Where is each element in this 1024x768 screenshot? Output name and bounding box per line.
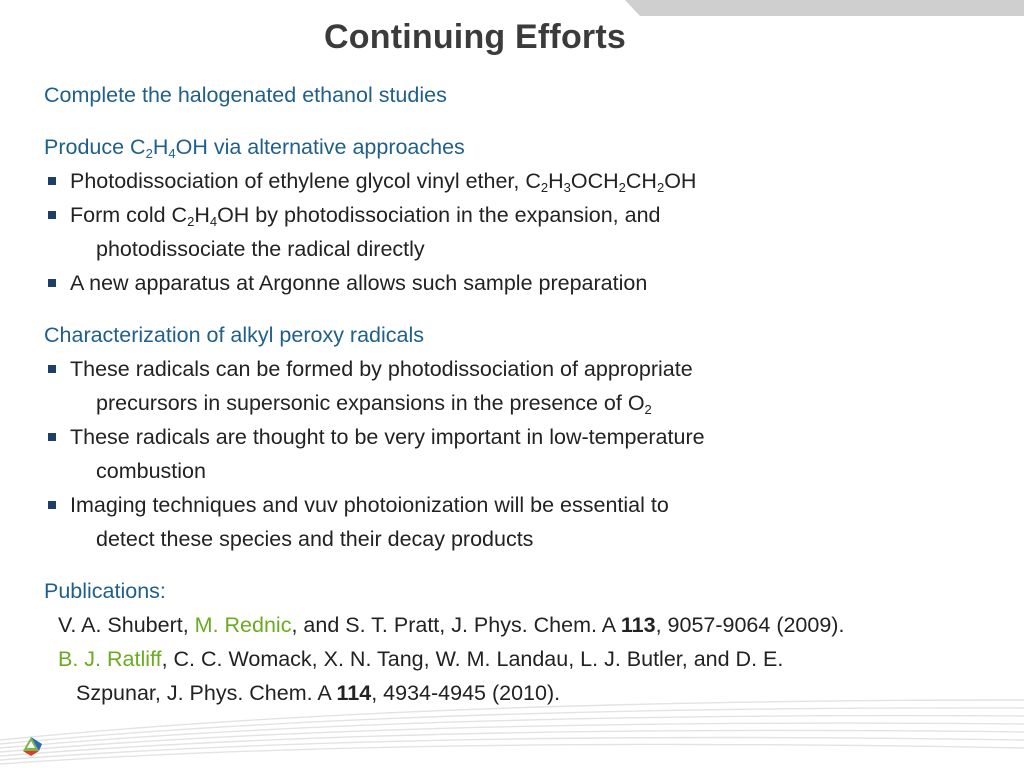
publication-2-continuation: Szpunar, J. Phys. Chem. A 114, 4934-4945 (2010).: [76, 681, 561, 705]
slide-title: Continuing Efforts: [324, 18, 626, 56]
square-bullet-icon: [48, 279, 56, 287]
square-bullet-icon: [48, 433, 56, 441]
bullet-radicals-formed: These radicals can be formed by photodissociation of appropriate: [44, 352, 1004, 386]
highlighted-author: M. Rednic: [194, 613, 292, 637]
highlighted-author: B. J. Ratliff: [58, 647, 162, 671]
section-heading-peroxy: Characterization of alkyl peroxy radicals: [44, 323, 424, 347]
bullet-radicals-important-continuation: combustion: [96, 459, 206, 483]
square-bullet-icon: [48, 211, 56, 219]
bullet-imaging-techniques: Imaging techniques and vuv photoionization will be essential to: [44, 488, 1004, 522]
publication-1: V. A. Shubert, M. Rednic, and S. T. Pratt, J. Phys. Chem. A 113, 9057-9064 (2009).: [58, 613, 845, 637]
square-bullet-icon: [48, 501, 56, 509]
bullet-radicals-important: These radicals are thought to be very important in low-temperature: [44, 420, 1004, 454]
section-heading-halogenated: Complete the halogenated ethanol studies: [44, 83, 447, 107]
section-heading-publications: Publications:: [44, 579, 166, 603]
square-bullet-icon: [48, 177, 56, 185]
slide-content: [44, 78, 1004, 710]
bullet-imaging-techniques-continuation: detect these species and their decay products: [96, 527, 534, 551]
square-bullet-icon: [48, 365, 56, 373]
bullet-photodissociation-vinyl-ether: Photodissociation of ethylene glycol vinyl ether, $C_2H_3OCH_2CH_2OH$: [44, 164, 1004, 198]
bullet-argonne-apparatus: A new apparatus at Argonne allows such sample preparation: [44, 266, 1004, 300]
publication-2: B. J. Ratliff, C. C. Womack, X. N. Tang, W. M. Landau, L. J. Butler, and D. E.: [58, 647, 784, 671]
bullet-radicals-formed-continuation: precursors in supersonic expansions in the presence of $O_2$: [96, 391, 652, 417]
top-right-bar: [625, 0, 1024, 16]
bullet-form-cold: Form cold $C_2H_4OH$ by photodissociation in the expansion, and: [44, 198, 1004, 232]
bullet-form-cold-continuation: photodissociate the radical directly: [96, 237, 425, 261]
section-heading-produce: Produce $C_2H_4OH$ via alternative approaches: [44, 135, 465, 161]
